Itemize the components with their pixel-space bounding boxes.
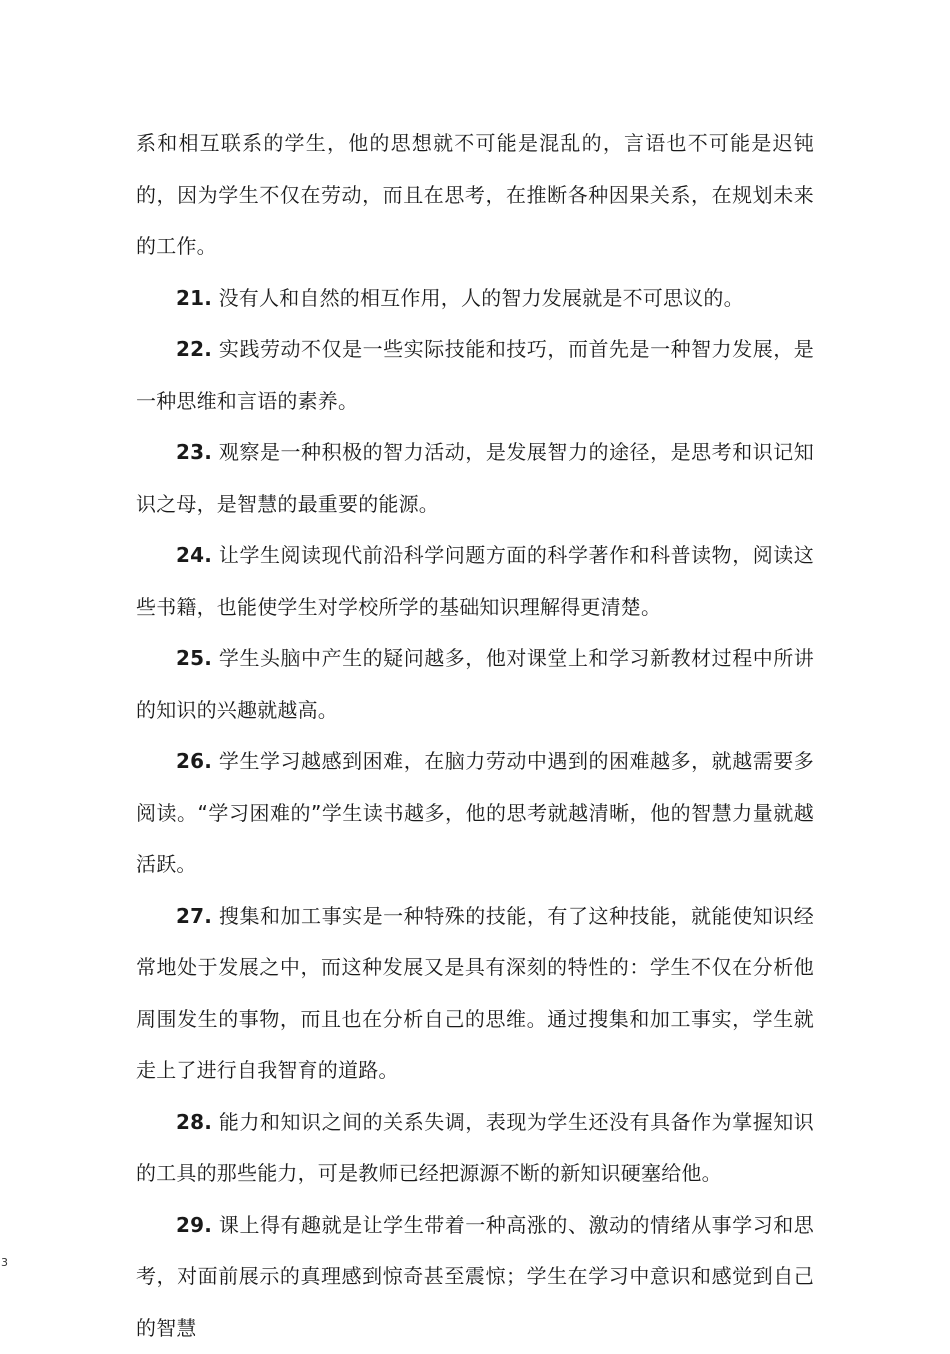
item-number: 26. [176,749,212,773]
item-number: 27. [176,904,212,928]
item-number: 21. [176,286,212,310]
quote-item-25 [136,633,814,736]
continuation-paragraph: 系和相互联系的学生，他的思想就不可能是混乱的，言语也不可能是迟钝的，因为学生不仅在劳动，而且在思考，在推断各种因果关系，在规划未来的工作。 [136,118,814,273]
quote-item-21 [136,273,814,325]
page-number: 3 [1,1256,8,1269]
item-number: 25. [176,646,212,670]
quote-item-27 [136,891,814,1097]
document-body [136,118,814,1354]
quote-item-23 [136,427,814,530]
item-number: 22. [176,337,212,361]
item-text: 让学生阅读现代前沿科学问题方面的科学著作和科普读物，阅读这些书籍，也能使学生对学校所学的基础知识理解得更清楚。 [136,543,814,619]
item-text: 能力和知识之间的关系失调，表现为学生还没有具备作为掌握知识的工具的那些能力，可是教师已经把源源不断的新知识硬塞给他。 [136,1110,814,1186]
quote-item-24 [136,530,814,633]
quote-item-28 [136,1097,814,1200]
item-text: 观察是一种积极的智力活动，是发展智力的途径，是思考和识记知识之母，是智慧的最重要的能源。 [136,440,814,516]
item-number: 29. [176,1213,212,1237]
item-text: 学生头脑中产生的疑问越多，他对课堂上和学习新教材过程中所讲的知识的兴趣就越高。 [136,646,814,722]
item-text: 实践劳动不仅是一些实际技能和技巧，而首先是一种智力发展，是一种思维和言语的素养。 [136,337,814,413]
quote-item-26 [136,736,814,891]
item-text: 学生学习越感到困难，在脑力劳动中遇到的困难越多，就越需要多阅读。“学习困难的”学生读书越多，他的思考就越清晰，他的智慧力量就越活跃。 [136,749,814,876]
item-text: 没有人和自然的相互作用，人的智力发展就是不可思议的。 [212,286,744,310]
item-number: 24. [176,543,212,567]
item-number: 28. [176,1110,212,1134]
item-text: 课上得有趣就是让学生带着一种高涨的、激动的情绪从事学习和思考，对面前展示的真理感到惊奇甚至震惊；学生在学习中意识和感觉到自己的智慧 [136,1213,814,1340]
item-text: 搜集和加工事实是一种特殊的技能，有了这种技能，就能使知识经常地处于发展之中，而这种发展又是具有深刻的特性的：学生不仅在分析他周围发生的事物，而且也在分析自己的思维。通过搜集和加工事实，学生就走上了进行自我智育的道路。 [136,904,814,1083]
quote-item-29 [136,1200,814,1354]
quote-item-22 [136,324,814,427]
item-number: 23. [176,440,212,464]
